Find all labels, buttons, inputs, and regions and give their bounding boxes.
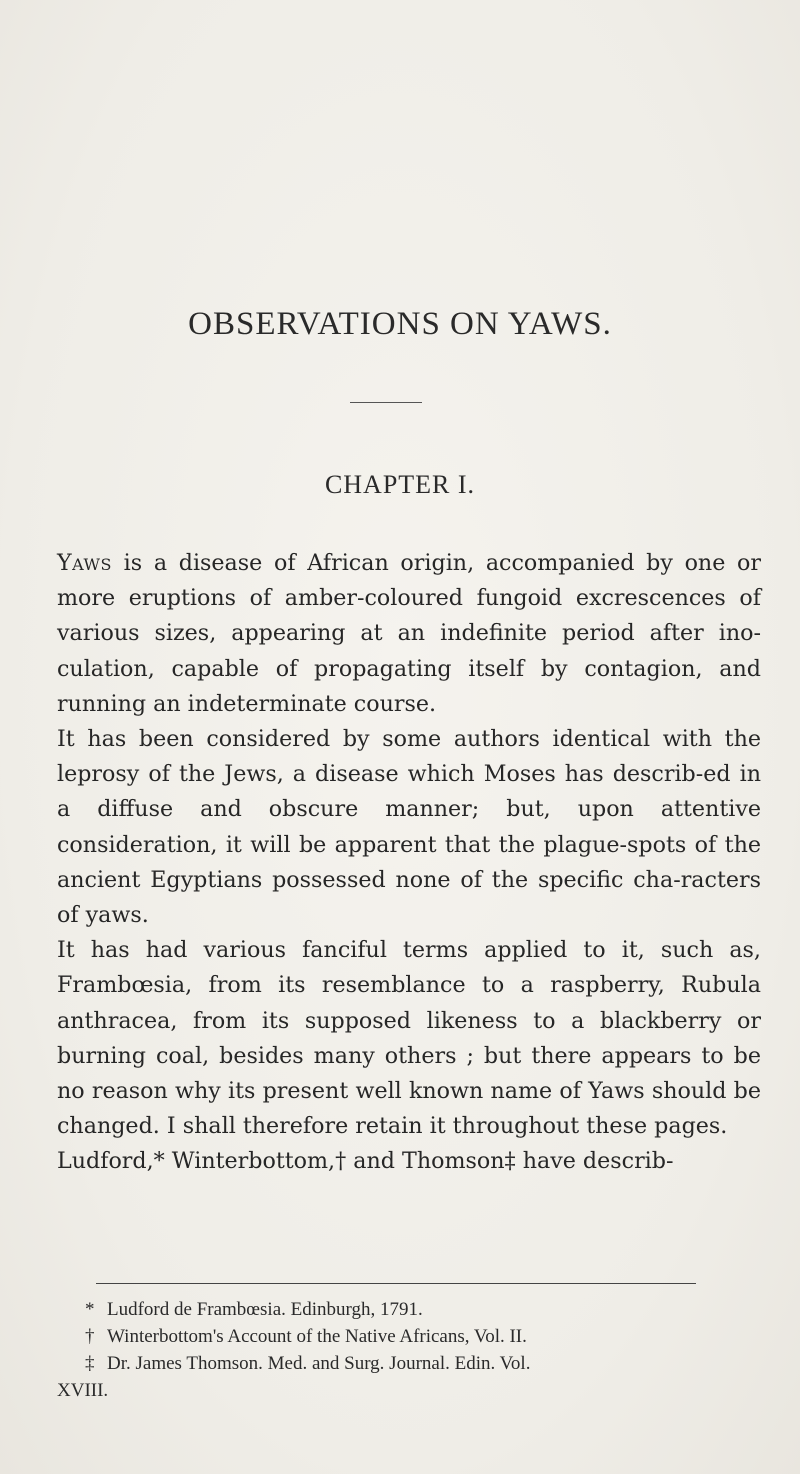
footnote-mark: † — [85, 1326, 95, 1347]
paragraph-2: It has been considered by some authors identical with the leprosy of the Jews, a disease which Moses has describ-ed in a diffuse and obscure manner; but, upon attentive consideration, it will be apparent that the plague-spots of the ancient Egyptians possessed none of the specific cha-racters of yaws. — [57, 726, 761, 929]
title-divider — [350, 402, 422, 403]
body-text — [57, 546, 761, 1180]
page-title: OBSERVATIONS ON YAWS. — [188, 306, 612, 342]
paragraph-3: It has had various fanciful terms applied to it, such as, Frambœsia, from its resemblance to a raspberry, Rubula anthracea, from its supposed likeness to a blackberry or burning coal, besides many others ; but there appears to be no reason why its present well known name of Yaws should be changed. I shall therefore retain it throughout these pages. — [57, 937, 761, 1140]
chapter-heading: CHAPTER I. — [324, 470, 476, 499]
footnote-text: Ludford de Frambœsia. Edinburgh, 1791. — [107, 1299, 423, 1320]
footnote-mark: * — [85, 1299, 95, 1320]
footnote-text: Dr. James Thomson. Med. and Surg. Journal. Edin. Vol. — [107, 1353, 531, 1374]
footnote-mark: ‡ — [85, 1353, 95, 1374]
footnotes — [57, 1296, 769, 1404]
footnote-3-continuation: XVIII. — [57, 1380, 109, 1401]
footnote-1 — [57, 1296, 769, 1323]
footnote-divider — [96, 1283, 696, 1284]
paragraph-lead-word: Yaws — [57, 550, 112, 576]
paragraph-4: Ludford,* Winterbottom,† and Thomson‡ have describ- — [57, 1148, 674, 1175]
paragraph-1 — [57, 546, 761, 722]
paragraph-1-text: is a disease of African origin, accompanied by one or more eruptions of amber-coloured fungoid excrescences of various sizes, appearing at an indefinite period after ino-culation, capable of propagating itself by contagion, and running an indeterminate course. — [57, 550, 761, 717]
footnote-3 — [57, 1350, 769, 1377]
footnote-text: Winterbottom's Account of the Native Africans, Vol. II. — [107, 1326, 527, 1347]
footnote-2 — [57, 1323, 769, 1350]
